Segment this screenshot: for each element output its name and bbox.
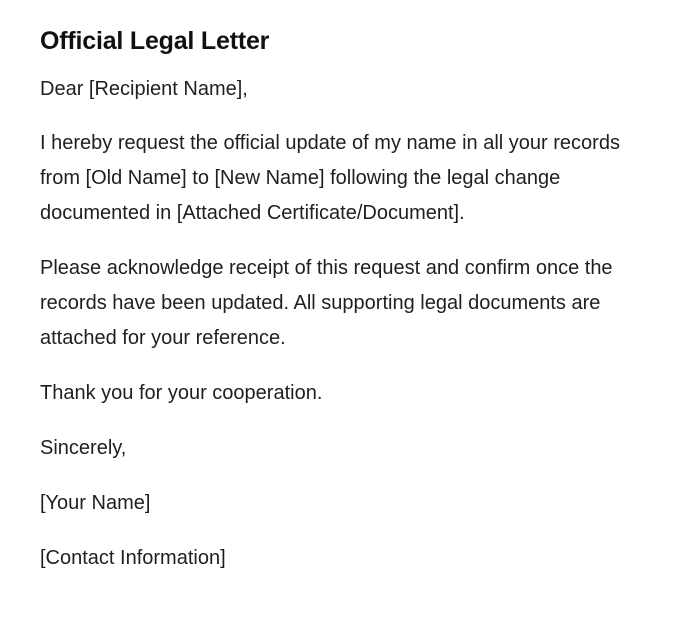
signature-name: [Your Name]	[40, 492, 151, 514]
contact-info: [Contact Information]	[40, 547, 226, 569]
body-paragraph-thanks: Thank you for your cooperation.	[40, 382, 323, 404]
body-paragraph-acknowledge: Please acknowledge receipt of this request and confirm once the records have been updated. All supporting legal documents are attached for your reference.	[40, 257, 613, 349]
closing: Sincerely,	[40, 437, 127, 459]
body-paragraph-request: I hereby request the official update of my name in all your records from [Old Name] to [New Name] following the legal change documented in [Attached Certificate/Document].	[40, 132, 620, 224]
letter-title: Official Legal Letter	[40, 27, 270, 55]
salutation: Dear [Recipient Name],	[40, 78, 248, 100]
